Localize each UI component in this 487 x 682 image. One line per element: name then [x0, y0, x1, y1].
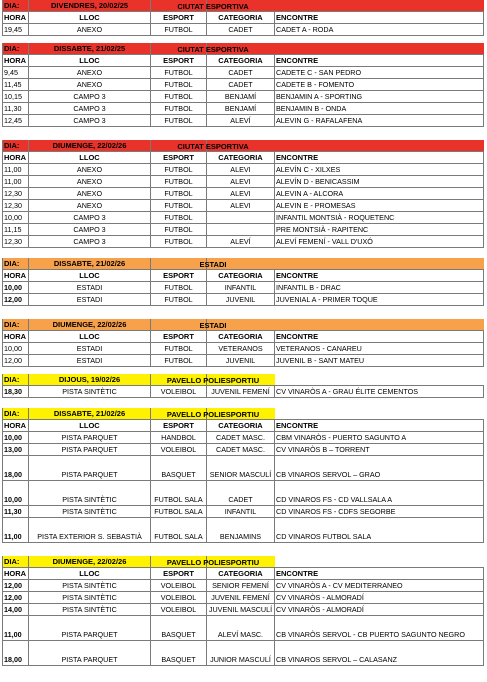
header-hora: HORA: [2, 568, 29, 580]
cell-hora: 10,00: [2, 343, 29, 355]
cell-esport: FUTBOL: [151, 343, 207, 355]
cell-categoria: CADET: [207, 79, 275, 91]
dia-label: DIA:: [2, 408, 29, 420]
cell-esport: BASQUET: [151, 616, 207, 641]
venue-label: PAVELLO POLIESPORTIU: [166, 375, 260, 385]
cell-lloc: PISTA SINTÈTIC: [29, 604, 151, 616]
cell-hora: 10,15: [2, 91, 29, 103]
cell-lloc: ANEXO: [29, 24, 151, 36]
cell-esport: FUTBOL: [151, 224, 207, 236]
cell-encontre: CB VINAROS SERVOL – GRAO: [275, 456, 484, 481]
table-row: [2, 355, 484, 367]
cell-categoria: CADET: [207, 481, 275, 506]
header-encontre: ENCONTRE: [275, 55, 484, 67]
cell-encontre: CV VINARÒS - ALMORADÍ: [275, 592, 484, 604]
table-row: [2, 224, 484, 236]
spacer-row: [2, 306, 484, 319]
table-row: [2, 592, 484, 604]
cell-lloc: ANEXO: [29, 164, 151, 176]
header-categoria: CATEGORIA: [207, 568, 275, 580]
cell-esport: FUTBOL: [151, 24, 207, 36]
cell-categoria: JUVENIL MASCULÍ: [207, 604, 275, 616]
cell-hora: 18,00: [2, 641, 29, 666]
cell-categoria: INFANTIL: [207, 282, 275, 294]
table-row: [2, 616, 484, 641]
header-esport: ESPORT: [151, 331, 207, 343]
day-header-row: [2, 374, 484, 386]
header-categoria: CATEGORIA: [207, 420, 275, 432]
cell-lloc: ANEXO: [29, 79, 151, 91]
cell-categoria: [207, 212, 275, 224]
header-hora: HORA: [2, 331, 29, 343]
cell-hora: 11,00: [2, 616, 29, 641]
column-header-row: [2, 152, 484, 164]
table-row: [2, 432, 484, 444]
dia-label: DIA:: [2, 0, 29, 12]
cell-esport: FUTBOL SALA: [151, 506, 207, 518]
cell-encontre: BENJAMIN B - ONDA: [275, 103, 484, 115]
cell-esport: FUTBOL: [151, 294, 207, 306]
cell-hora: 19,45: [2, 24, 29, 36]
cell-hora: 12,45: [2, 115, 29, 127]
cell-categoria: INFANTIL: [207, 506, 275, 518]
cell-encontre: CV VINARÒS B – TORRENT: [275, 444, 484, 456]
cell-esport: BASQUET: [151, 456, 207, 481]
cell-encontre: CV VINARÒS A - CV MEDITERRANEO: [275, 580, 484, 592]
header-hora: HORA: [2, 420, 29, 432]
header-lloc: LLOC: [29, 12, 151, 24]
cell-encontre: ALEVÍ FEMENÍ - VALL D'UXÓ: [275, 236, 484, 248]
day-label: DISSABTE, 21/02/25: [29, 43, 151, 55]
table-row: [2, 67, 484, 79]
cell-esport: FUTBOL: [151, 236, 207, 248]
cell-categoria: VETERANOS: [207, 343, 275, 355]
day-header-row: [2, 319, 484, 331]
cell-hora: 11,00: [2, 164, 29, 176]
spacer-row: [2, 127, 484, 140]
header-encontre: ENCONTRE: [275, 152, 484, 164]
header-encontre: ENCONTRE: [275, 420, 484, 432]
header-categoria: CATEGORIA: [207, 270, 275, 282]
table-row: [2, 481, 484, 506]
cell-encontre: CD VINAROS FS - CDFS SEGORBE: [275, 506, 484, 518]
header-categoria: CATEGORIA: [207, 12, 275, 24]
venue-label: CIUTAT ESPORTIVA: [177, 44, 249, 54]
header-hora: HORA: [2, 12, 29, 24]
cell-encontre: INFANTIL B - DRAC: [275, 282, 484, 294]
cell-lloc: PISTA SINTÈTIC: [29, 592, 151, 604]
cell-encontre: CV VINARÒS A - GRAU ÉLITE CEMENTOS: [275, 386, 484, 398]
cell-encontre: ALEVÍN C - XILXES: [275, 164, 484, 176]
cell-categoria: JUVENIL: [207, 355, 275, 367]
header-categoria: CATEGORIA: [207, 331, 275, 343]
cell-hora: 11,15: [2, 224, 29, 236]
day-label: DIVENDRES, 20/02/25: [29, 0, 151, 12]
venue-label: ESTADI: [199, 259, 227, 269]
spacer-row: [2, 367, 484, 374]
day-label: DIUMENGE, 22/02/26: [29, 556, 151, 568]
spacer-row: [2, 398, 484, 408]
cell-encontre: CBM VINARÒS - PUERTO SAGUNTO A: [275, 432, 484, 444]
cell-hora: 10,00: [2, 432, 29, 444]
cell-categoria: BENJAMINS: [207, 518, 275, 543]
cell-lloc: CAMPO 3: [29, 236, 151, 248]
cell-lloc: PISTA PARQUET: [29, 432, 151, 444]
cell-esport: VOLEIBOL: [151, 592, 207, 604]
cell-lloc: ESTADI: [29, 355, 151, 367]
cell-esport: FUTBOL: [151, 79, 207, 91]
cell-lloc: PISTA EXTERIOR S. SEBASTIÀ: [29, 518, 151, 543]
day-header-row: [2, 556, 484, 568]
cell-categoria: ALEVI: [207, 188, 275, 200]
cell-hora: 12,30: [2, 200, 29, 212]
cell-lloc: ANEXO: [29, 188, 151, 200]
day-header-row: [2, 258, 484, 270]
cell-hora: 10,00: [2, 481, 29, 506]
table-row: [2, 604, 484, 616]
cell-esport: FUTBOL SALA: [151, 481, 207, 506]
spacer-row: [2, 543, 484, 556]
cell-lloc: CAMPO 3: [29, 115, 151, 127]
cell-categoria: JUVENIL: [207, 294, 275, 306]
table-row: [2, 176, 484, 188]
column-header-row: [2, 12, 484, 24]
day-label: DIUMENGE, 22/02/26: [29, 319, 151, 331]
header-categoria: CATEGORIA: [207, 55, 275, 67]
cell-categoria: [207, 224, 275, 236]
day-header-row: [2, 140, 484, 152]
cell-esport: FUTBOL SALA: [151, 518, 207, 543]
cell-esport: VOLEIBOL: [151, 444, 207, 456]
cell-encontre: PRE MONTSIÀ - RAPITENC: [275, 224, 484, 236]
cell-hora: 13,00: [2, 444, 29, 456]
header-encontre: ENCONTRE: [275, 12, 484, 24]
cell-categoria: BENJAMÍ: [207, 91, 275, 103]
cell-encontre: INFANTIL MONTSIÀ - ROQUETENC: [275, 212, 484, 224]
table-row: [2, 580, 484, 592]
header-lloc: LLOC: [29, 55, 151, 67]
cell-encontre: CADETE B - FOMENTO: [275, 79, 484, 91]
cell-esport: VOLEIBOL: [151, 386, 207, 398]
dia-label: DIA:: [2, 319, 29, 331]
header-hora: HORA: [2, 152, 29, 164]
cell-encontre: ALEVIN A - ALCORA: [275, 188, 484, 200]
table-row: [2, 506, 484, 518]
cell-hora: 11,00: [2, 176, 29, 188]
header-lloc: LLOC: [29, 331, 151, 343]
cell-esport: BASQUET: [151, 641, 207, 666]
cell-hora: 12,30: [2, 188, 29, 200]
cell-lloc: PISTA SINTÈTIC: [29, 506, 151, 518]
cell-esport: FUTBOL: [151, 164, 207, 176]
cell-lloc: PISTA PARQUET: [29, 444, 151, 456]
cell-categoria: ALEVÍ: [207, 236, 275, 248]
cell-encontre: CB VINARÒS SERVOL - CB PUERTO SAGUNTO NEGRO: [275, 616, 484, 641]
column-header-row: [2, 420, 484, 432]
venue-label: CIUTAT ESPORTIVA: [177, 1, 249, 11]
cell-esport: VOLEIBOL: [151, 580, 207, 592]
cell-hora: 12,00: [2, 294, 29, 306]
venue-label: ESTADI: [199, 320, 227, 330]
cell-lloc: PISTA PARQUET: [29, 456, 151, 481]
cell-esport: FUTBOL: [151, 67, 207, 79]
dia-label: DIA:: [2, 374, 29, 386]
table-row: [2, 343, 484, 355]
table-row: [2, 200, 484, 212]
dia-label: DIA:: [2, 43, 29, 55]
cell-lloc: PISTA SINTÈTIC: [29, 386, 151, 398]
cell-esport: FUTBOL: [151, 212, 207, 224]
cell-categoria: SENIOR FEMENÍ: [207, 580, 275, 592]
header-lloc: LLOC: [29, 420, 151, 432]
cell-esport: VOLEIBOL: [151, 604, 207, 616]
cell-categoria: CADET: [207, 24, 275, 36]
table-row: [2, 294, 484, 306]
cell-encontre: ALEVIN G - RAFALAFENA: [275, 115, 484, 127]
cell-hora: 11,45: [2, 79, 29, 91]
day-header-row: [2, 408, 484, 420]
cell-lloc: ESTADI: [29, 282, 151, 294]
cell-categoria: JUVENIL FEMENÍ: [207, 386, 275, 398]
cell-hora: 11,30: [2, 506, 29, 518]
table-row: [2, 103, 484, 115]
cell-hora: 12,30: [2, 236, 29, 248]
table-row: [2, 386, 484, 398]
cell-lloc: PISTA SINTÈTIC: [29, 580, 151, 592]
cell-categoria: CADET: [207, 67, 275, 79]
header-esport: ESPORT: [151, 568, 207, 580]
table-row: [2, 444, 484, 456]
cell-encontre: CD VINAROS FUTBOL SALA: [275, 518, 484, 543]
cell-hora: 18,00: [2, 456, 29, 481]
cell-lloc: ANEXO: [29, 67, 151, 79]
cell-encontre: CADETE C - SAN PEDRO: [275, 67, 484, 79]
cell-esport: HANDBOL: [151, 432, 207, 444]
cell-esport: FUTBOL: [151, 91, 207, 103]
column-header-row: [2, 270, 484, 282]
cell-encontre: VETERANOS - CANAREU: [275, 343, 484, 355]
header-esport: ESPORT: [151, 152, 207, 164]
cell-esport: FUTBOL: [151, 355, 207, 367]
cell-lloc: ESTADI: [29, 294, 151, 306]
table-row: [2, 518, 484, 543]
cell-lloc: ANEXO: [29, 176, 151, 188]
header-esport: ESPORT: [151, 270, 207, 282]
cell-lloc: ESTADI: [29, 343, 151, 355]
cell-encontre: CD VINAROS FS - CD VALLSALA A: [275, 481, 484, 506]
table-row: [2, 212, 484, 224]
column-header-row: [2, 331, 484, 343]
table-row: [2, 188, 484, 200]
table-row: [2, 456, 484, 481]
cell-categoria: ALEVI: [207, 164, 275, 176]
cell-lloc: CAMPO 3: [29, 91, 151, 103]
cell-encontre: JUVENIL B - SANT MATEU: [275, 355, 484, 367]
cell-hora: 18,30: [2, 386, 29, 398]
day-header-row: [2, 43, 484, 55]
header-lloc: LLOC: [29, 152, 151, 164]
header-esport: ESPORT: [151, 12, 207, 24]
header-esport: ESPORT: [151, 420, 207, 432]
day-label: DIUMENGE, 22/02/26: [29, 140, 151, 152]
header-categoria: CATEGORIA: [207, 152, 275, 164]
cell-encontre: CADET A - RODA: [275, 24, 484, 36]
header-esport: ESPORT: [151, 55, 207, 67]
cell-categoria: CADET MASC.: [207, 432, 275, 444]
cell-categoria: ALEVÍ MASC.: [207, 616, 275, 641]
cell-categoria: JUNIOR MASCULÍ: [207, 641, 275, 666]
header-hora: HORA: [2, 270, 29, 282]
day-label: DISSABTE, 21/02/26: [29, 258, 151, 270]
dia-label: DIA:: [2, 140, 29, 152]
cell-categoria: ALEVI: [207, 176, 275, 188]
venue-label: PAVELLO POLIESPORTIU: [166, 409, 260, 419]
cell-encontre: JUVENIAL A - PRIMER TOQUE: [275, 294, 484, 306]
header-encontre: ENCONTRE: [275, 568, 484, 580]
cell-hora: 12,00: [2, 592, 29, 604]
header-lloc: LLOC: [29, 270, 151, 282]
column-header-row: [2, 568, 484, 580]
spacer-row: [2, 36, 484, 43]
cell-lloc: PISTA PARQUET: [29, 641, 151, 666]
cell-esport: FUTBOL: [151, 188, 207, 200]
cell-lloc: PISTA PARQUET: [29, 616, 151, 641]
cell-hora: 10,00: [2, 212, 29, 224]
dia-label: DIA:: [2, 258, 29, 270]
cell-esport: FUTBOL: [151, 115, 207, 127]
table-row: [2, 24, 484, 36]
cell-esport: FUTBOL: [151, 282, 207, 294]
cell-encontre: CV VINARÒS - ALMORADÍ: [275, 604, 484, 616]
venue-label: PAVELLO POLIESPORTIU: [166, 557, 260, 567]
table-row: [2, 282, 484, 294]
day-label: DISSABTE, 21/02/26: [29, 408, 151, 420]
header-lloc: LLOC: [29, 568, 151, 580]
table-row: [2, 641, 484, 666]
cell-categoria: BENJAMÍ: [207, 103, 275, 115]
dia-label: DIA:: [2, 556, 29, 568]
cell-hora: 11,00: [2, 518, 29, 543]
header-encontre: ENCONTRE: [275, 270, 484, 282]
spacer-row: [2, 248, 484, 258]
cell-categoria: ALEVI: [207, 200, 275, 212]
cell-lloc: PISTA SINTÈTIC: [29, 481, 151, 506]
header-hora: HORA: [2, 55, 29, 67]
cell-encontre: CB VINAROS SERVOL – CALASANZ: [275, 641, 484, 666]
cell-lloc: CAMPO 3: [29, 224, 151, 236]
cell-categoria: JUVENIL FEMENÍ: [207, 592, 275, 604]
day-header-row: [2, 0, 484, 12]
cell-hora: 12,00: [2, 355, 29, 367]
schedule-sheet: [2, 0, 484, 666]
table-row: [2, 236, 484, 248]
cell-esport: FUTBOL: [151, 176, 207, 188]
cell-lloc: CAMPO 3: [29, 212, 151, 224]
cell-esport: FUTBOL: [151, 200, 207, 212]
venue-label: CIUTAT ESPORTIVA: [177, 141, 249, 151]
cell-encontre: ALEVÍN D - BENICASSIM: [275, 176, 484, 188]
cell-hora: 14,00: [2, 604, 29, 616]
cell-hora: 11,30: [2, 103, 29, 115]
cell-hora: 12,00: [2, 580, 29, 592]
column-header-row: [2, 55, 484, 67]
cell-categoria: SENIOR MASCULÍ: [207, 456, 275, 481]
cell-categoria: ALEVÍ: [207, 115, 275, 127]
cell-lloc: CAMPO 3: [29, 103, 151, 115]
cell-lloc: ANEXO: [29, 200, 151, 212]
cell-categoria: CADET MASC.: [207, 444, 275, 456]
cell-hora: 9,45: [2, 67, 29, 79]
day-label: DIJOUS, 19/02/26: [29, 374, 151, 386]
table-row: [2, 91, 484, 103]
table-row: [2, 79, 484, 91]
table-row: [2, 164, 484, 176]
table-row: [2, 115, 484, 127]
cell-hora: 10,00: [2, 282, 29, 294]
cell-encontre: BENJAMIN A - SPORTING: [275, 91, 484, 103]
cell-esport: FUTBOL: [151, 103, 207, 115]
cell-encontre: ALEVIN E - PROMESAS: [275, 200, 484, 212]
header-encontre: ENCONTRE: [275, 331, 484, 343]
